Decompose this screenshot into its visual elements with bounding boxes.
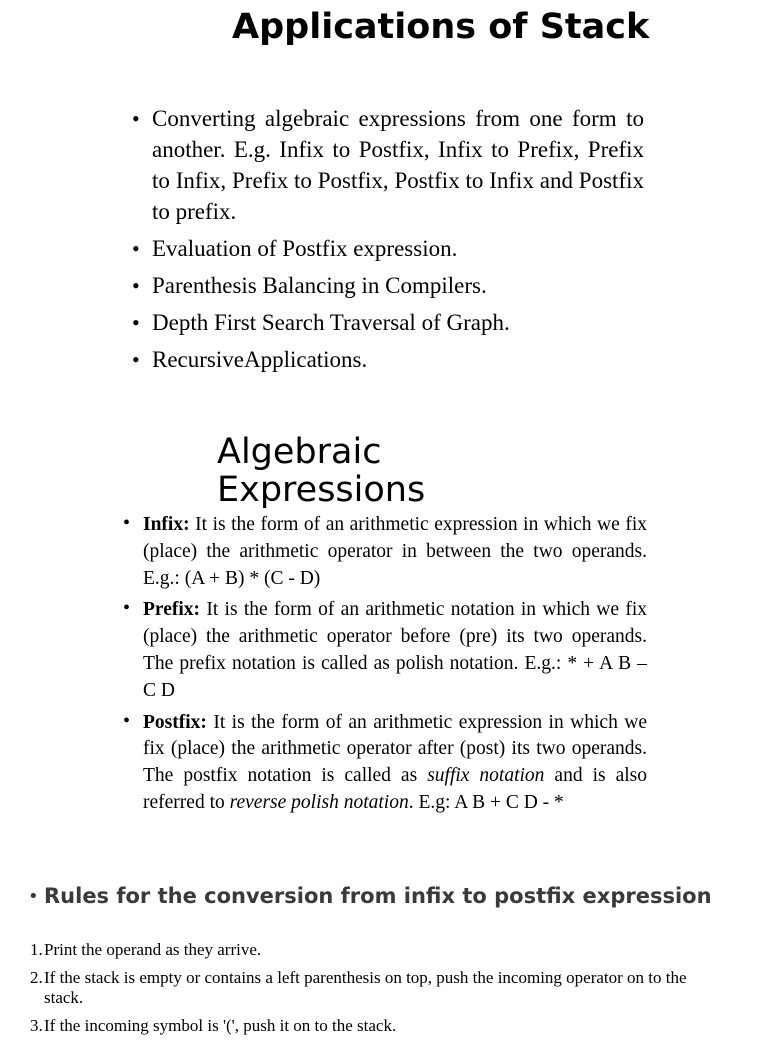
term-label: Infix:: [143, 514, 190, 535]
list-item: • Converting algebraic expressions from one form to another. E.g. Infix to Postfix, Infix to Prefix, Prefix to Infix, Prefix to Postfix, Postfix to Infix and Postfix to prefix.: [152, 103, 644, 227]
rules-heading: Rules for the conversion from infix to postfix expression: [44, 884, 712, 908]
rule-item: 3. If the incoming symbol is '(', push it on to the stack.: [30, 1016, 397, 1035]
page-title: Applications of Stack: [232, 7, 650, 47]
bullet-icon: •: [123, 512, 131, 534]
list-item-infix: • Infix: It is the form of an arithmetic expression in which we fix (place) the arithmetic operator in between the two operands. E.g.: (A + B) * (C - D): [123, 512, 647, 589]
applications-list: [132, 103, 644, 381]
expressions-list: [123, 512, 648, 822]
rule-item: 2. If the stack is empty or contains a left parenthesis on top, push the incoming operator on to the stack.: [30, 968, 687, 1007]
list-item: • Evaluation of Postfix expression.: [152, 233, 644, 264]
term-label: Prefix:: [143, 599, 201, 621]
bullet-icon: •: [123, 709, 131, 732]
section-title: Algebraic Expressions: [217, 432, 426, 510]
list-item: • Parenthesis Balancing in Compilers.: [152, 270, 644, 301]
bullet-icon: •: [132, 273, 140, 298]
list-item: • Depth First Search Traversal of Graph.: [152, 307, 644, 338]
rule-item: 1. Print the operand as they arrive.: [30, 940, 262, 959]
bullet-icon: •: [132, 106, 140, 131]
list-item-prefix: • Prefix: It is the form of an arithmetic notation in which we fix (place) the arithmetic operator before (pre) its two operands. The prefix notation is called as polish notation. E.g.: * + A B – C D: [123, 597, 647, 701]
bullet-icon: •: [123, 597, 131, 620]
term-label: Postfix:: [143, 711, 207, 733]
bullet-icon: •: [132, 310, 140, 335]
bullet-icon: •: [28, 886, 39, 907]
rules-list: [30, 940, 720, 1044]
bullet-icon: •: [132, 236, 140, 261]
list-item-postfix: • Postfix: It is the form of an arithmetic expression in which we fix (place) the arithmetic operator after (post) its two operands. The postfix notation is called as suffix notation and is also referred to reverse polish notation. E.g: A B + C D - *: [123, 709, 648, 813]
bullet-icon: •: [132, 347, 140, 372]
list-item: • RecursiveApplications.: [152, 344, 644, 375]
